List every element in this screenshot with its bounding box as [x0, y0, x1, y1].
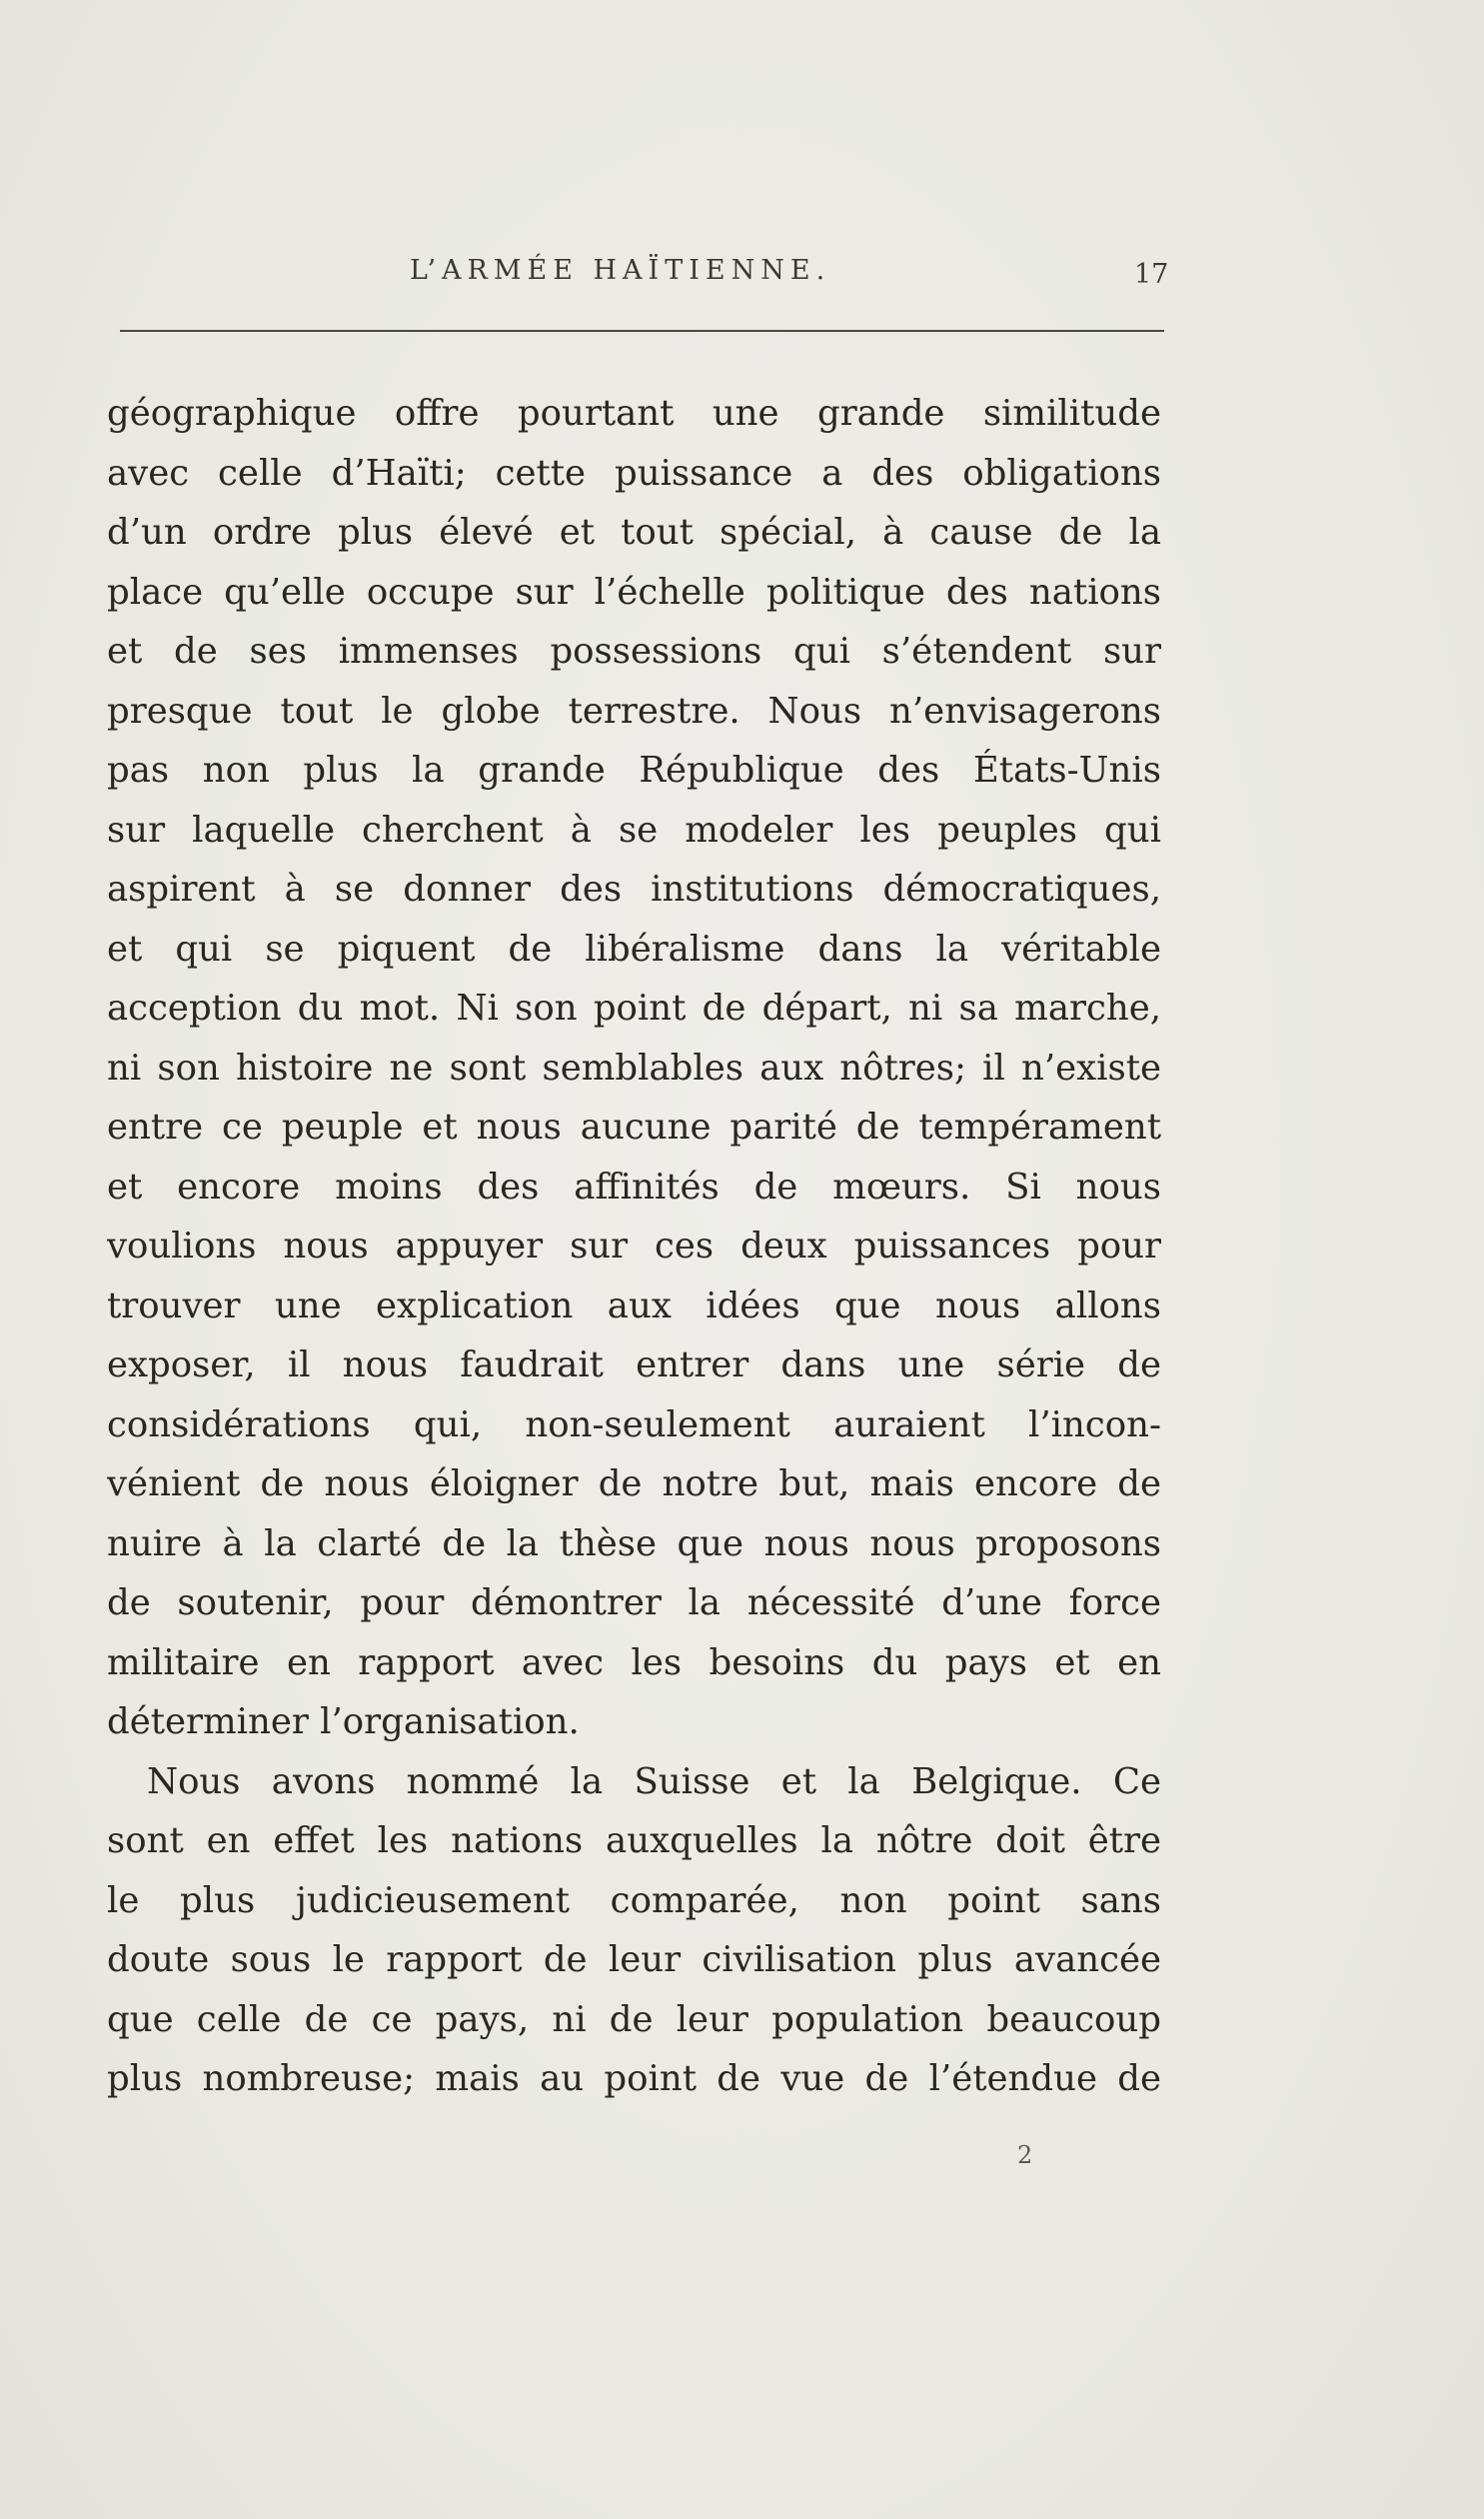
text-line: déterminer l’organisation.	[107, 1701, 580, 1742]
text-line: ni son histoire ne sont semblables aux nôtres; il n’existe	[107, 1047, 1161, 1089]
header-rule	[120, 330, 1164, 332]
text-line: géographique offre pourtant une grande similitude	[107, 393, 1161, 434]
text-line: place qu’elle occupe sur l’échelle politique des nations	[107, 571, 1161, 613]
text-line: presque tout le globe terrestre. Nous n’envisagerons	[107, 690, 1161, 732]
text-line: sont en effet les nations auxquelles la nôtre doit être	[107, 1820, 1161, 1861]
body-text	[107, 384, 1161, 2109]
paragraph	[107, 1752, 1161, 2109]
paragraph	[107, 384, 1161, 1752]
text-line: vénient de nous éloigner de notre but, mais encore de	[107, 1463, 1161, 1504]
text-line: d’un ordre plus élevé et tout spécial, à cause de la	[107, 512, 1161, 553]
text-line: le plus judicieusement comparée, non point sans	[107, 1879, 1161, 1921]
text-line: que celle de ce pays, ni de leur population beaucoup	[107, 1998, 1161, 2040]
text-line: exposer, il nous faudrait entrer dans une série de	[107, 1344, 1161, 1385]
text-line: de soutenir, pour démontrer la nécessité d’une force	[107, 1582, 1161, 1623]
text-line: considérations qui, non-seulement auraient l’incon-	[107, 1403, 1161, 1445]
text-line: voulions nous appuyer sur ces deux puissances pour	[107, 1226, 1161, 1266]
text-line: avec celle d’Haïti; cette puissance a des obligations	[107, 452, 1161, 494]
text-line: nuire à la clarté de la thèse que nous nous proposons	[107, 1522, 1161, 1564]
text-line: entre ce peuple et nous aucune parité de tempérament	[107, 1107, 1161, 1148]
text-line: doute sous le rapport de leur civilisation plus avancée	[107, 1939, 1161, 1980]
text-line: et encore moins des affinités de mœurs. Si nous	[107, 1166, 1161, 1208]
text-line: militaire en rapport avec les besoins du pays et en	[107, 1641, 1161, 1683]
running-head	[0, 255, 1484, 305]
page-number: 17	[1134, 259, 1169, 290]
running-title: L’ARMÉE HAÏTIENNE.	[410, 255, 831, 286]
text-line: plus nombreuse; mais au point de vue de l’étendue de	[107, 2058, 1161, 2099]
text-line: et de ses immenses possessions qui s’étendent sur	[107, 631, 1161, 672]
text-line: Nous avons nommé la Suisse et la Belgique. Ce	[147, 1760, 1161, 1802]
text-line: acception du mot. Ni son point de départ, ni sa marche,	[107, 988, 1161, 1029]
signature-mark: 2	[1017, 2141, 1033, 2169]
text-line: pas non plus la grande République des États-Unis	[107, 750, 1161, 791]
text-line: sur laquelle cherchent à se modeler les peuples qui	[107, 809, 1161, 851]
text-line: trouver une explication aux idées que nous allons	[107, 1284, 1161, 1326]
text-line: aspirent à se donner des institutions démocratiques,	[107, 869, 1161, 910]
text-line: et qui se piquent de libéralisme dans la véritable	[107, 928, 1161, 970]
